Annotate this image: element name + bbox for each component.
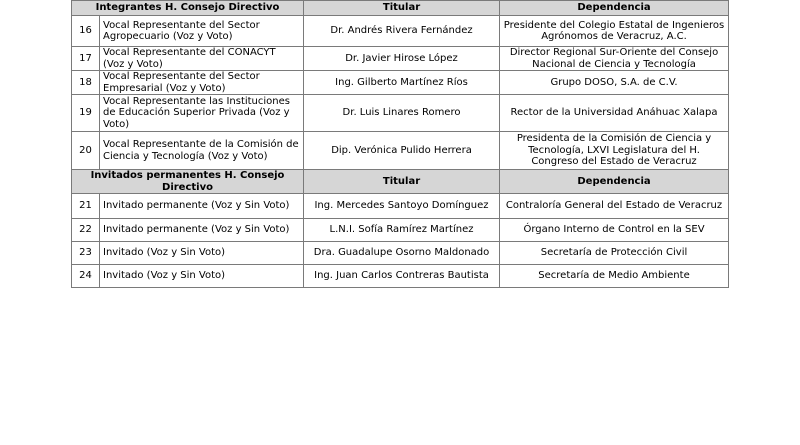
row-role: Invitado permanente (Voz y Sin Voto) <box>100 219 304 242</box>
row-number: 24 <box>72 265 100 288</box>
row-dependencia: Secretaría de Protección Civil <box>500 242 729 265</box>
table-row <box>72 95 729 132</box>
row-number: 22 <box>72 219 100 242</box>
row-dependencia: Contraloría General del Estado de Veracruz <box>500 194 729 219</box>
row-titular: Dip. Verónica Pulido Herrera <box>304 132 500 170</box>
row-role: Vocal Representante del Sector Empresarial (Voz y Voto) <box>100 71 304 95</box>
row-role: Vocal Representante las Instituciones de Educación Superior Privada (Voz y Voto) <box>100 95 304 132</box>
row-dependencia: Grupo DOSO, S.A. de C.V. <box>500 71 729 95</box>
row-titular: Dr. Andrés Rivera Fernández <box>304 16 500 47</box>
row-titular: Dra. Guadalupe Osorno Maldonado <box>304 242 500 265</box>
row-role: Vocal Representante del Sector Agropecuario (Voz y Voto) <box>100 16 304 47</box>
header-dependencia: Dependencia <box>500 1 729 16</box>
row-role: Invitado (Voz y Sin Voto) <box>100 242 304 265</box>
header-section-title: Invitados permanentes H. Consejo Directivo <box>72 170 304 194</box>
row-titular: Dr. Luis Linares Romero <box>304 95 500 132</box>
row-role: Vocal Representante de la Comisión de Ciencia y Tecnología (Voz y Voto) <box>100 132 304 170</box>
row-titular: Ing. Mercedes Santoyo Domínguez <box>304 194 500 219</box>
row-titular: Ing. Gilberto Martínez Ríos <box>304 71 500 95</box>
table-row <box>72 16 729 47</box>
row-number: 17 <box>72 47 100 71</box>
header-dependencia: Dependencia <box>500 170 729 194</box>
row-number: 16 <box>72 16 100 47</box>
row-role: Vocal Representante del CONACYT (Voz y Voto) <box>100 47 304 71</box>
row-dependencia: Rector de la Universidad Anáhuac Xalapa <box>500 95 729 132</box>
table-body <box>72 1 729 288</box>
header-titular: Titular <box>304 1 500 16</box>
row-dependencia: Director Regional Sur-Oriente del Consejo Nacional de Ciencia y Tecnología <box>500 47 729 71</box>
row-role: Invitado (Voz y Sin Voto) <box>100 265 304 288</box>
row-number: 21 <box>72 194 100 219</box>
table-row <box>72 265 729 288</box>
table-row <box>72 132 729 170</box>
table-row <box>72 47 729 71</box>
table-row <box>72 242 729 265</box>
row-dependencia: Presidente del Colegio Estatal de Ingenieros Agrónomos de Veracruz, A.C. <box>500 16 729 47</box>
row-role: Invitado permanente (Voz y Sin Voto) <box>100 194 304 219</box>
table-row <box>72 219 729 242</box>
row-titular: Ing. Juan Carlos Contreras Bautista <box>304 265 500 288</box>
row-titular: L.N.I. Sofía Ramírez Martínez <box>304 219 500 242</box>
header-titular: Titular <box>304 170 500 194</box>
row-number: 18 <box>72 71 100 95</box>
row-dependencia: Presidenta de la Comisión de Ciencia y Tecnología, LXVI Legislatura del H. Congreso del Estado de Veracruz <box>500 132 729 170</box>
header-row <box>72 1 729 16</box>
row-number: 20 <box>72 132 100 170</box>
row-number: 19 <box>72 95 100 132</box>
row-titular: Dr. Javier Hirose López <box>304 47 500 71</box>
row-number: 23 <box>72 242 100 265</box>
header-row <box>72 170 729 194</box>
council-members-table <box>71 0 729 288</box>
row-dependencia: Secretaría de Medio Ambiente <box>500 265 729 288</box>
row-dependencia: Órgano Interno de Control en la SEV <box>500 219 729 242</box>
table-row <box>72 71 729 95</box>
header-section-title: Integrantes H. Consejo Directivo <box>72 1 304 16</box>
table-row <box>72 194 729 219</box>
